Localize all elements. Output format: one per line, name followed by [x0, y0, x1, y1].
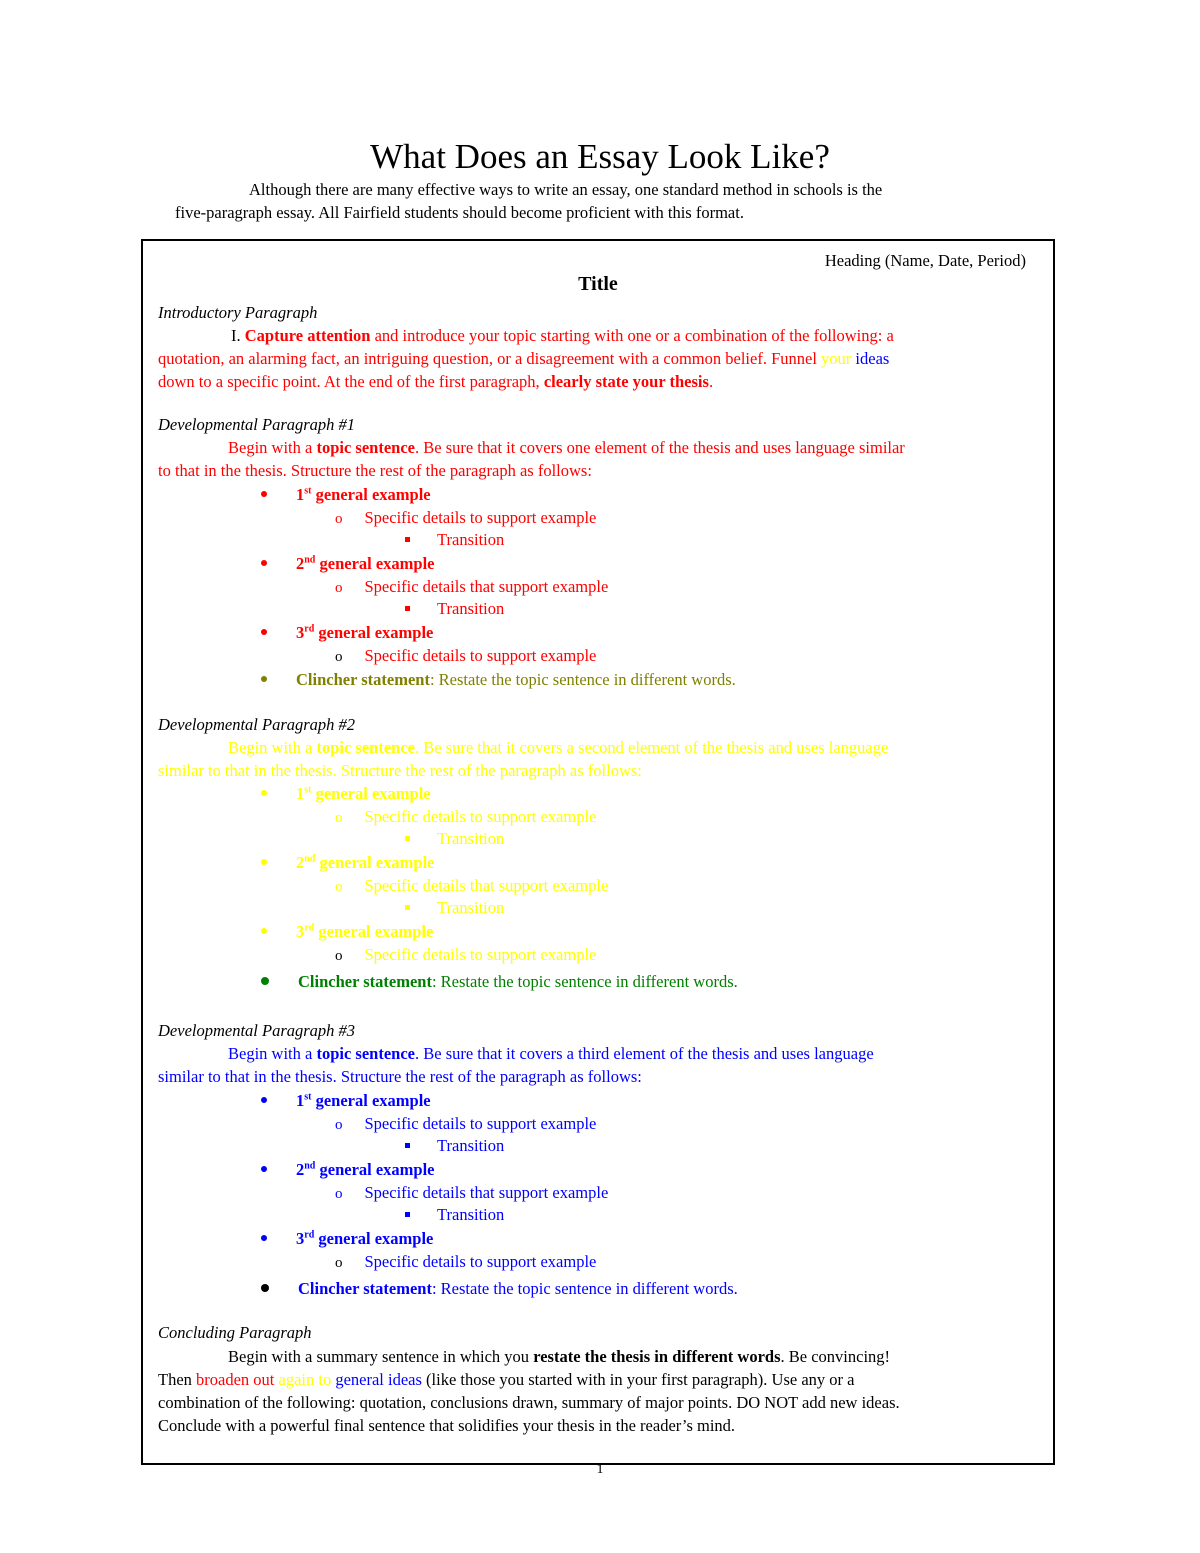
- detail-text: Specific details to support example: [364, 646, 597, 665]
- bullet-icon: [261, 790, 267, 796]
- example-label: general example: [311, 1091, 431, 1110]
- ordinal-suffix: rd: [304, 922, 315, 934]
- detail-text: Specific details to support example: [364, 945, 597, 964]
- ordinal-suffix: nd: [304, 1160, 316, 1172]
- ordinal: 1: [296, 485, 305, 504]
- example-label: general example: [314, 922, 434, 941]
- square-bullet-icon: [405, 1212, 410, 1217]
- section-label-dev2: Developmental Paragraph #2: [158, 715, 356, 734]
- dev1-transition-1: [405, 528, 504, 551]
- circle-bullet-icon: o: [335, 948, 343, 964]
- essay-title: Title: [578, 273, 618, 295]
- intro-line2-text: quotation, an alarming fact, an intriguing question, or a disagreement with a common belief.: [158, 349, 772, 368]
- bullet-icon: [261, 977, 269, 985]
- intro-paragraph-line-3: [158, 370, 713, 393]
- intro-line-1: Although there are many effective ways to write an essay, one standard method in schools is the: [249, 180, 883, 199]
- ordinal-suffix: st: [304, 1091, 312, 1103]
- detail-text: Specific details to support example: [364, 807, 597, 826]
- then-word: Then: [158, 1370, 197, 1389]
- essay-heading: Heading (Name, Date, Period): [824, 251, 1026, 270]
- ordinal-suffix: rd: [304, 623, 315, 635]
- detail-text: Specific details that support example: [364, 876, 609, 895]
- ordinal-suffix: st: [304, 784, 312, 796]
- section-label-concluding: Concluding Paragraph: [158, 1323, 312, 1342]
- ordinal-suffix: nd: [304, 853, 316, 865]
- clincher-label: Clincher statement: [296, 670, 430, 689]
- dev1-topic-sentence: topic sentence: [316, 438, 415, 457]
- bullet-icon: [261, 1235, 267, 1241]
- page-number: 1: [596, 1462, 604, 1477]
- dev3-line1-rest: . Be sure that it covers a third element of the thesis and uses language: [414, 1044, 874, 1063]
- dev2-example-1: [261, 782, 431, 805]
- bullet-icon: [261, 1284, 269, 1292]
- bullet-icon: [261, 859, 267, 865]
- dev2-detail-3: [335, 943, 596, 968]
- dev2-line1-rest: . Be sure that it covers a second element of the thesis and uses language: [414, 738, 889, 757]
- bullet-icon: [261, 1097, 267, 1103]
- essay-outline-box: [141, 239, 1055, 1465]
- detail-text: Specific details that support example: [364, 1183, 609, 1202]
- circle-bullet-icon: o: [335, 1117, 343, 1133]
- circle-bullet-icon: o: [335, 511, 343, 527]
- dev3-example-3: [261, 1227, 433, 1250]
- bullet-icon: [261, 1166, 267, 1172]
- circle-bullet-icon: o: [335, 879, 343, 895]
- dev2-transition-2: [405, 896, 504, 919]
- clincher-text: : Restate the topic sentence in different words.: [431, 1279, 738, 1298]
- dev3-example-1: [261, 1089, 431, 1112]
- circle-bullet-icon: o: [335, 810, 343, 826]
- square-bullet-icon: [405, 1143, 410, 1148]
- conclusion-line2-rest: (like those you started with in your first paragraph). Use any or a: [421, 1370, 855, 1389]
- detail-text: Specific details that support example: [364, 577, 609, 596]
- circle-bullet-icon: o: [335, 580, 343, 596]
- dev1-transition-2: [405, 597, 504, 620]
- dev2-begin: Begin with a: [228, 738, 317, 757]
- example-label: general example: [315, 853, 435, 872]
- dev2-example-2: [261, 851, 435, 874]
- dev2-line-1: [228, 736, 888, 759]
- dev3-topic-sentence: topic sentence: [316, 1044, 415, 1063]
- bullet-icon: [261, 629, 267, 635]
- intro-paragraph-line-2: [158, 347, 889, 370]
- dev2-transition-1: [405, 827, 504, 850]
- bullet-icon: [261, 491, 267, 497]
- restate-thesis-phrase: restate the thesis in different words: [533, 1347, 781, 1366]
- dev3-example-2: [261, 1158, 435, 1181]
- section-label-dev3: Developmental Paragraph #3: [158, 1021, 356, 1040]
- detail-text: Specific details to support example: [364, 508, 597, 527]
- conclusion-line-1: [228, 1345, 890, 1368]
- intro-line1-rest: and introduce your topic starting with one or a combination of the following: a: [370, 326, 894, 345]
- circle-bullet-icon: o: [335, 1255, 343, 1271]
- transition-text: Transition: [437, 1205, 505, 1224]
- broaden-out-phrase: broaden out: [196, 1370, 275, 1389]
- conclusion-line-4: Conclude with a powerful final sentence that solidifies your thesis in the reader’s mind.: [158, 1416, 736, 1435]
- dev1-clincher: [261, 668, 736, 691]
- intro-paragraph-line-1: [231, 324, 894, 347]
- intro-line3-period: .: [708, 372, 714, 391]
- square-bullet-icon: [405, 836, 410, 841]
- ordinal: 1: [296, 1091, 305, 1110]
- conclusion-line1-a: Begin with a summary sentence in which you: [228, 1347, 534, 1366]
- ordinal: 3: [296, 623, 305, 642]
- transition-text: Transition: [437, 599, 505, 618]
- dev3-transition-1: [405, 1134, 504, 1157]
- funnel-word: Funnel: [771, 349, 817, 368]
- clincher-text: : Restate the topic sentence in different words.: [429, 670, 736, 689]
- square-bullet-icon: [405, 537, 410, 542]
- transition-text: Transition: [437, 898, 505, 917]
- dev1-begin: Begin with a: [228, 438, 317, 457]
- transition-text: Transition: [437, 829, 505, 848]
- dev1-line-1: [228, 436, 905, 459]
- dev2-line-2: similar to that in the thesis. Structure the rest of the paragraph as follows:: [158, 761, 642, 780]
- dev1-example-3: [261, 621, 433, 644]
- dev3-line-2: similar to that in the thesis. Structure the rest of the paragraph as follows:: [158, 1067, 642, 1086]
- general-ideas-phrase: general ideas: [335, 1370, 422, 1389]
- ordinal: 2: [296, 853, 305, 872]
- intro-line-2: five-paragraph essay. All Fairfield students should become proficient with this format.: [175, 203, 744, 222]
- dev2-example-3: [261, 920, 433, 943]
- bullet-icon: [261, 560, 267, 566]
- dev3-clincher: [261, 1277, 738, 1300]
- page-title: What Does an Essay Look Like?: [370, 137, 830, 176]
- section-label-dev1: Developmental Paragraph #1: [158, 415, 356, 434]
- ordinal: 3: [296, 1229, 305, 1248]
- conclusion-line-3: combination of the following: quotation, conclusions drawn, summary of major points. DO NOT add new ideas.: [158, 1393, 900, 1412]
- transition-text: Transition: [437, 530, 505, 549]
- ideas-word: ideas: [855, 349, 890, 368]
- dev3-transition-2: [405, 1203, 504, 1226]
- example-label: general example: [315, 554, 435, 573]
- ordinal: 1: [296, 784, 305, 803]
- dev1-example-2: [261, 552, 435, 575]
- ordinal: 3: [296, 922, 305, 941]
- dev3-detail-3: [335, 1250, 596, 1275]
- your-word: your: [821, 349, 852, 368]
- dev1-example-1: [261, 483, 431, 506]
- transition-text: Transition: [437, 1136, 505, 1155]
- section-label-introductory: Introductory Paragraph: [158, 303, 318, 322]
- clincher-label: Clincher statement: [298, 972, 432, 991]
- circle-bullet-icon: o: [335, 649, 343, 665]
- square-bullet-icon: [405, 606, 410, 611]
- thesis-phrase: clearly state your thesis: [543, 372, 709, 391]
- capture-attention: Capture attention: [244, 326, 371, 345]
- detail-text: Specific details to support example: [364, 1252, 597, 1271]
- detail-text: Specific details to support example: [364, 1114, 597, 1133]
- ordinal-suffix: rd: [304, 1229, 315, 1241]
- conclusion-line-2: [158, 1368, 854, 1391]
- intro-line3-text: down to a specific point. At the end of the first paragraph,: [158, 372, 544, 391]
- intro-numeral: I.: [231, 326, 241, 345]
- bullet-icon: [261, 676, 267, 682]
- clincher-label: Clincher statement: [298, 1279, 432, 1298]
- dev3-line-1: [228, 1042, 874, 1065]
- bullet-icon: [261, 928, 267, 934]
- dev1-line-2: to that in the thesis. Structure the rest of the paragraph as follows:: [158, 461, 592, 480]
- clincher-text: : Restate the topic sentence in different words.: [431, 972, 738, 991]
- ordinal-suffix: nd: [304, 554, 316, 566]
- dev3-begin: Begin with a: [228, 1044, 317, 1063]
- dev2-clincher: [261, 970, 738, 993]
- square-bullet-icon: [405, 905, 410, 910]
- circle-bullet-icon: o: [335, 1186, 343, 1202]
- dev1-line1-rest: . Be sure that it covers one element of the thesis and uses language similar: [414, 438, 905, 457]
- example-label: general example: [311, 784, 431, 803]
- example-label: general example: [315, 1160, 435, 1179]
- ordinal-suffix: st: [304, 485, 312, 497]
- intro-text: [175, 178, 1035, 224]
- dev1-detail-3: [335, 644, 596, 669]
- example-label: general example: [311, 485, 431, 504]
- dev2-topic-sentence: topic sentence: [316, 738, 415, 757]
- ordinal: 2: [296, 554, 305, 573]
- example-label: general example: [314, 623, 434, 642]
- ordinal: 2: [296, 1160, 305, 1179]
- conclusion-line1-b: . Be convincing!: [780, 1347, 891, 1366]
- again-to-phrase: again to: [274, 1370, 336, 1389]
- example-label: general example: [314, 1229, 434, 1248]
